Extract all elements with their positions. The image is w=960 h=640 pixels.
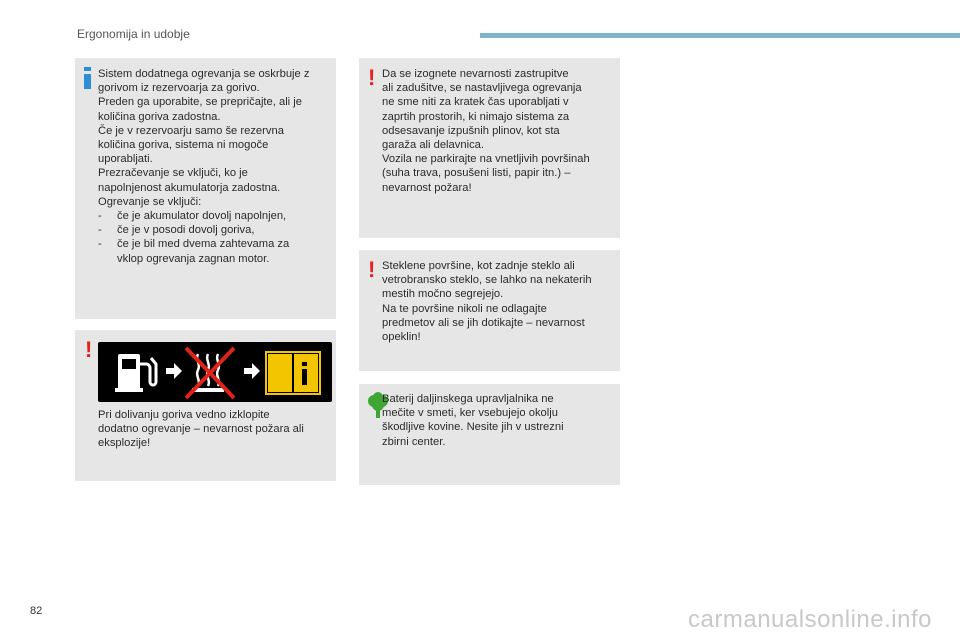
- manual-book-icon: [266, 352, 320, 394]
- bullet-line: [98, 237, 330, 251]
- text-line: Vozila ne parkirajte na vnetljivih površinah: [382, 153, 590, 166]
- info-icon: [84, 67, 91, 93]
- battery-disposal-text: [382, 392, 614, 449]
- text-line: garaža ali delavnica.: [382, 139, 484, 152]
- text-line: eksplozije!: [98, 437, 151, 450]
- text-line: količina goriva, sistema ni mogoče: [98, 139, 269, 152]
- text-line: mečite v smeti, ker vsebujejo okolju: [382, 407, 558, 420]
- arrow-icon: [166, 363, 182, 379]
- refuel-warning-text: [98, 408, 330, 451]
- text-line: nevarnost požara!: [382, 181, 472, 194]
- warning-icon: !: [85, 337, 93, 362]
- text-line: predmetov ali se jih dotikajte – nevarnost: [382, 316, 585, 329]
- text-line: dodatno ogrevanje – nevarnost požara ali: [98, 423, 304, 436]
- page-header-title: Ergonomija in udobje: [77, 27, 190, 41]
- text-line: Da se izognete nevarnosti zastrupitve: [382, 68, 569, 80]
- text-line: Ogrevanje se vključi:: [98, 195, 202, 208]
- info-box-heater-fuel: [75, 58, 336, 319]
- info-text: [98, 67, 330, 266]
- text-line: Baterij daljinskega upravljalnika ne: [382, 393, 554, 405]
- bullet-text: če je bil med dvema zahtevama za: [117, 238, 290, 251]
- refuel-pictogram: [98, 342, 332, 402]
- bullet-dash: -: [98, 224, 102, 237]
- eco-box-battery-disposal: [359, 384, 620, 485]
- text-line: opeklin!: [382, 331, 421, 344]
- text-line: vetrobransko steklo, se lahko na nekaterih: [382, 274, 592, 287]
- text-line: Preden ga uporabite, se prepričajte, ali je: [98, 96, 302, 109]
- page-number: 82: [30, 605, 43, 617]
- text-line: količina goriva zadostna.: [98, 110, 221, 123]
- bullet-text: če je akumulator dovolj napolnjen,: [117, 210, 287, 223]
- bullet-line: [98, 209, 330, 223]
- warning-icon: !: [368, 65, 376, 90]
- bullet-dash: -: [98, 210, 102, 223]
- bullet-dash: -: [98, 238, 102, 251]
- text-line: ali zadušitve, se nastavljivega ogrevanja: [382, 82, 582, 95]
- text-line: Na te površine nikoli ne odlagajte: [382, 302, 547, 315]
- crossed-heater-icon: [186, 348, 234, 398]
- warning-icon: !: [368, 257, 376, 282]
- bullet-text: vklop ogrevanja zagnan motor.: [117, 252, 270, 265]
- text-line: napolnjenost akumulatorja zadostna.: [98, 181, 281, 194]
- text-line: zaprtih prostorih, ki nimajo sistema za: [382, 110, 570, 123]
- bullet-line: [98, 223, 330, 237]
- bullet-line: [98, 252, 330, 266]
- text-line: (suha trava, posušeni listi, papir itn.) –: [382, 167, 571, 180]
- warning-box-refuel: [75, 330, 336, 481]
- text-line: gorivom iz rezervoarja za gorivo.: [98, 82, 260, 95]
- text-line: uporabljati.: [98, 153, 153, 166]
- text-line: ne sme niti za kratek čas uporabljati v: [382, 96, 569, 109]
- warning-box-poisoning: [359, 58, 620, 238]
- text-line: škodljive kovine. Nesite jih v ustrezni: [382, 421, 564, 434]
- warning-box-hot-glass: [359, 250, 620, 371]
- watermark: carmanualsonline.info: [688, 606, 932, 633]
- text-line: Prezračevanje se vključi, ko je: [98, 167, 248, 180]
- text-line: Če je v rezervoarju samo še rezervna: [98, 124, 284, 137]
- text-line: Steklene površine, kot zadnje steklo ali: [382, 260, 575, 272]
- text-line: Pri dolivanju goriva vedno izklopite: [98, 409, 270, 421]
- text-line: Sistem dodatnega ogrevanja se oskrbuje z: [98, 68, 310, 80]
- text-line: mestih močno segrejejo.: [382, 288, 504, 301]
- text-line: zbirni center.: [382, 435, 446, 448]
- fuel-pump-icon: [115, 354, 156, 392]
- arrow-icon: [244, 363, 260, 379]
- text-line: odsesavanje izpušnih plinov, kot sta: [382, 124, 560, 137]
- bullet-text: če je v posodi dovolj goriva,: [117, 224, 255, 237]
- poisoning-warning-text: [382, 67, 614, 195]
- hot-glass-warning-text: [382, 259, 614, 344]
- header-accent-bar: [480, 33, 960, 38]
